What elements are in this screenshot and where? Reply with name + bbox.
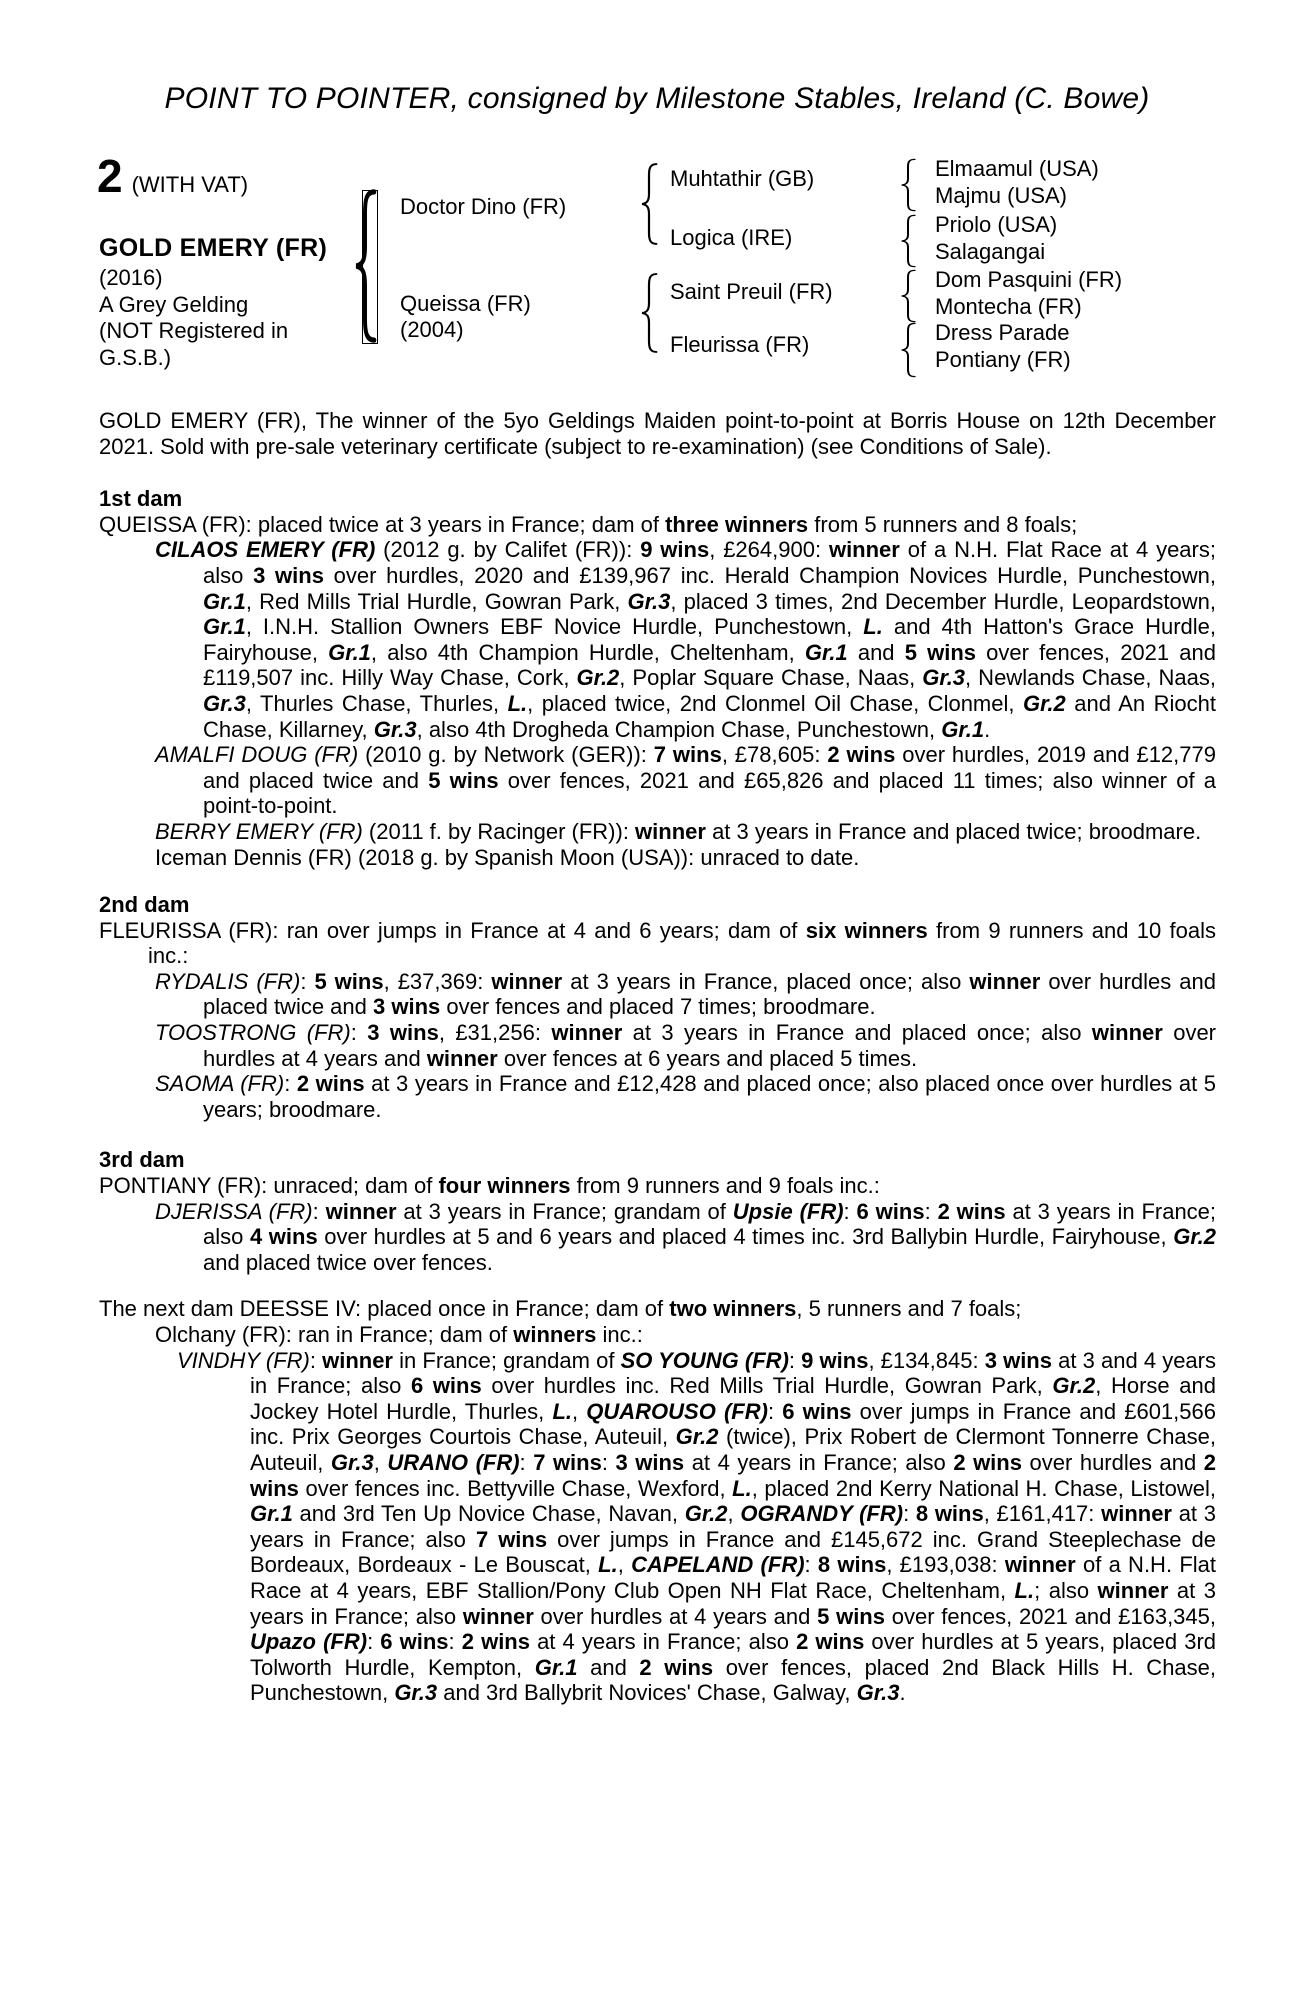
- text-run: winner: [462, 1603, 534, 1629]
- text-run: 5 wins: [817, 1603, 885, 1629]
- text-run: at 3 years in France; also: [250, 1577, 1216, 1629]
- text-run: SO YOUNG (FR): [620, 1347, 789, 1373]
- text-run: Gr.1: [804, 639, 848, 665]
- text-run: winner: [491, 968, 563, 994]
- text-run: over fences at 6 years and placed 5 times.: [497, 1045, 918, 1071]
- text-run: over fences inc. Bettyville Chase, Wexford,: [298, 1475, 733, 1501]
- gg-brace-1: [898, 158, 918, 212]
- text-run: at 3 years in France and £12,428 and placed once; also placed once over hurdles at 5 years; broodmare.: [203, 1071, 1217, 1122]
- text-run: , Thurles Chase, Thurles,: [245, 690, 508, 716]
- paragraph: [99, 1348, 1216, 1706]
- grandsire-1: Muhtathir (GB): [670, 166, 815, 191]
- gg-pair-4: [935, 320, 1071, 373]
- text-run: :: [767, 1398, 783, 1424]
- text-run: from 9 runners and 10 foals inc.:: [148, 917, 1216, 969]
- paragraph: [99, 845, 1216, 871]
- main-brace: [351, 188, 379, 344]
- text-run: Upazo (FR): [250, 1629, 368, 1655]
- text-run: 6 wins: [410, 1373, 482, 1399]
- gg-sire-3: Dom Pasquini (FR): [935, 267, 1123, 292]
- text-run: VINDHY (FR): [177, 1347, 310, 1373]
- text-run: URANO (FR): [387, 1449, 520, 1475]
- text-run: over hurdles at 4 years and: [203, 1020, 1217, 1071]
- text-run: from 9 runners and 9 foals inc.:: [570, 1173, 880, 1199]
- text-run: TOOSTRONG (FR): [155, 1020, 351, 1046]
- text-run: DJERISSA (FR): [155, 1198, 313, 1224]
- gg-sire-2: Priolo (USA): [935, 212, 1058, 237]
- text-run: over hurdles, 2020 and £139,967 inc. Herald Champion Novices Hurdle, Punchestown,: [323, 562, 1216, 588]
- paragraph: [99, 1071, 1216, 1122]
- text-run: :: [300, 968, 315, 994]
- gg-sire-1: Elmaamul (USA): [935, 156, 1099, 181]
- text-run: 3 wins: [367, 1020, 439, 1046]
- text-run: 6 wins: [380, 1629, 449, 1655]
- text-run: over hurdles and placed twice and: [203, 968, 1216, 1020]
- text-run: over jumps in France and £145,672 inc. Grand Steeplechase de Bordeaux, Bordeaux - Le Bouscat,: [250, 1526, 1216, 1578]
- text-run: 8 wins: [915, 1501, 984, 1527]
- text-run: :: [350, 1020, 368, 1046]
- text-run: over hurdles inc. Red Mills Trial Hurdle, Gowran Park,: [481, 1373, 1053, 1399]
- paragraph: [99, 537, 1216, 742]
- text-run: , Poplar Square Chase, Naas,: [619, 665, 923, 691]
- text-run: 9 wins: [640, 537, 710, 563]
- text-run: , also 4th Drogheda Champion Chase, Punchestown,: [416, 716, 942, 742]
- text-run: at 3 years in France; grandam of: [396, 1198, 733, 1224]
- text-run: two winners: [669, 1296, 797, 1322]
- text-run: Gr.2: [1052, 1373, 1096, 1399]
- text-run: :: [903, 1501, 916, 1527]
- text-run: and 3rd Ballybrit Novices' Chase, Galway,: [437, 1680, 857, 1706]
- text-run: 3 wins: [615, 1449, 685, 1475]
- text-run: :: [788, 1347, 802, 1373]
- text-run: , Horse and Jockey Hotel Hurdle, Thurles,: [250, 1373, 1216, 1424]
- text-run: ,: [572, 1398, 587, 1424]
- paragraph: [99, 1296, 1216, 1322]
- text-run: , placed 2nd Kerry National H. Chase, Listowel,: [751, 1475, 1217, 1501]
- text-run: over fences, placed 2nd Black Hills H. Chase, Punchestown,: [250, 1654, 1217, 1706]
- text-run: of a N.H. Flat Race at 4 years; also: [203, 537, 1216, 588]
- text-run: at 3 years in France and placed twice; broodmare.: [705, 818, 1202, 844]
- gg-brace-4: [898, 322, 918, 378]
- text-run: 4 wins: [249, 1224, 318, 1250]
- text-run: inc.:: [596, 1322, 643, 1347]
- text-run: (2010 g. by Network (GER)):: [358, 742, 654, 768]
- text-run: , Red Mills Trial Hurdle, Gowran Park,: [245, 588, 628, 614]
- text-run: over hurdles at 5 years, placed 3rd Tolworth Hurdle, Kempton,: [250, 1629, 1217, 1680]
- text-run: 2 wins: [461, 1629, 530, 1655]
- text-run: three winners: [665, 511, 809, 537]
- text-run: :: [601, 1449, 616, 1475]
- text-run: CILAOS EMERY (FR): [155, 537, 376, 563]
- brace-icon: [638, 162, 660, 246]
- text-run: QUEISSA (FR): placed twice at 3 years in France; dam of: [99, 511, 666, 537]
- text-run: and An Riocht Chase, Killarney,: [203, 690, 1216, 742]
- text-run: and 4th Hatton's Grace Hurdle, Fairyhouse,: [203, 614, 1216, 665]
- section-heading: 2nd dam: [99, 892, 190, 918]
- text-run: GOLD EMERY (FR), The winner of the 5yo Geldings Maiden point-to-point at Borris House on 12th December 2021. Sold with pre-sale veterinary certificate (subject to re-examination) (see Conditions of Sale).: [99, 408, 1216, 459]
- gg-dam-2: Salagangai: [935, 238, 1046, 264]
- text-run: winner: [325, 1198, 397, 1224]
- gg-sire-4: Dress Parade: [935, 320, 1070, 345]
- paragraph: [99, 408, 1216, 459]
- text-run: L.: [598, 1552, 618, 1578]
- horse-details: [99, 265, 369, 371]
- text-run: 7 wins: [475, 1526, 548, 1552]
- text-run: winner: [551, 1020, 623, 1046]
- paragraph: [99, 1322, 1216, 1348]
- text-run: over fences and placed 7 times; broodmare.: [440, 994, 876, 1020]
- text-run: PONTIANY (FR): unraced; dam of: [99, 1173, 439, 1199]
- brace-icon: [898, 322, 918, 378]
- text-run: winners: [513, 1322, 597, 1347]
- text-run: over hurdles, 2019 and £12,779 and placed twice and: [203, 742, 1216, 793]
- text-run: ,: [617, 1552, 632, 1578]
- text-run: :: [284, 1071, 297, 1097]
- sire-name: Doctor Dino (FR): [400, 194, 567, 219]
- lot-line: [97, 150, 249, 202]
- sire-brace: [638, 162, 660, 246]
- text-run: Gr.3: [373, 716, 417, 742]
- text-run: Gr.3: [203, 690, 246, 716]
- horse-name: GOLD EMERY (FR): [99, 234, 328, 262]
- gg-dam-3: Montecha (FR): [935, 293, 1082, 319]
- text-run: Gr.1: [250, 1501, 293, 1527]
- text-run: RYDALIS (FR): [155, 968, 301, 994]
- text-run: over hurdles at 5 and 6 years and placed 4 times inc. 3rd Ballybin Hurdle, Fairyhouse,: [317, 1224, 1174, 1250]
- text-run: 5 wins: [904, 639, 976, 665]
- text-run: four winners: [438, 1173, 571, 1199]
- text-run: , £134,845:: [868, 1347, 985, 1373]
- text-run: , placed 3 times, 2nd December Hurdle, Leopardstown,: [670, 588, 1216, 614]
- text-run: 2 wins: [827, 742, 896, 768]
- text-run: Gr.2: [1173, 1224, 1217, 1250]
- gg-brace-3: [898, 269, 918, 323]
- text-run: , Newlands Chase, Naas,: [965, 665, 1216, 691]
- gg-dam-1: Majmu (USA): [935, 182, 1068, 208]
- text-run: OGRANDY (FR): [740, 1501, 904, 1527]
- text-run: :: [924, 1198, 938, 1224]
- text-run: Gr.2: [1022, 690, 1066, 716]
- text-run: 2 wins: [937, 1198, 1006, 1224]
- text-run: :: [367, 1629, 381, 1655]
- text-run: 2 wins: [953, 1449, 1022, 1475]
- paragraph: [99, 1173, 1216, 1199]
- brace-icon: [898, 214, 918, 268]
- text-run: 8 wins: [817, 1552, 887, 1578]
- text-run: The next dam DEESSE IV: placed once in France; dam of: [99, 1296, 670, 1322]
- text-run: winner: [1101, 1501, 1172, 1527]
- text-run: QUAROUSO (FR): [586, 1398, 768, 1424]
- horse-registration-line2: G.S.B.): [99, 344, 172, 370]
- brace-icon: [351, 188, 379, 344]
- dam-name: Queissa (FR): [400, 291, 531, 316]
- text-run: Gr.1: [203, 614, 246, 640]
- text-run: and: [847, 639, 905, 665]
- text-run: , £31,256:: [438, 1020, 552, 1046]
- text-run: 7 wins: [653, 742, 722, 768]
- text-run: at 3 and 4 years in France; also: [250, 1347, 1216, 1399]
- text-run: at 3 years in France; also: [203, 1198, 1217, 1250]
- brace-icon: [898, 158, 918, 212]
- gg-brace-2: [898, 214, 918, 268]
- paragraph: [99, 918, 1216, 969]
- text-run: over hurdles at 4 years and: [533, 1603, 818, 1629]
- text-run: winner: [969, 968, 1041, 994]
- text-run: winner: [1097, 1577, 1169, 1603]
- text-run: Gr.3: [330, 1449, 374, 1475]
- text-run: Gr.2: [684, 1501, 728, 1527]
- text-run: 6 wins: [782, 1398, 852, 1424]
- text-run: winner: [1004, 1552, 1076, 1578]
- text-run: 3 wins: [373, 994, 441, 1020]
- paragraph: [99, 969, 1216, 1020]
- text-run: 2 wins: [639, 1654, 714, 1680]
- text-run: 5 wins: [428, 767, 499, 793]
- text-run: ; also: [1034, 1577, 1098, 1603]
- text-run: Gr.1: [328, 639, 371, 665]
- catalogue-body: [99, 408, 1216, 1706]
- text-run: winner: [322, 1347, 393, 1373]
- text-run: Gr.1: [534, 1654, 578, 1680]
- horse-colour-sex: A Grey Gelding: [99, 291, 249, 317]
- text-run: L.: [732, 1475, 752, 1501]
- text-run: :: [312, 1198, 326, 1224]
- vat-note: (WITH VAT): [131, 172, 249, 197]
- text-run: AMALFI DOUG (FR): [155, 742, 359, 768]
- section-heading: 1st dam: [99, 486, 183, 512]
- granddam-2: Fleurissa (FR): [670, 332, 810, 357]
- text-run: :: [804, 1552, 818, 1578]
- text-run: , £193,038:: [886, 1552, 1005, 1578]
- text-run: Gr.3: [856, 1680, 900, 1706]
- dam-block: [400, 291, 531, 343]
- text-run: Gr.2: [576, 665, 620, 691]
- paragraph: [99, 819, 1216, 845]
- text-run: of a N.H. Flat Race at 4 years, EBF Stallion/Pony Club Open NH Flat Race, Cheltenham,: [250, 1552, 1216, 1603]
- text-run: :: [309, 1347, 323, 1373]
- section-heading: 3rd dam: [99, 1147, 185, 1173]
- text-run: ,: [373, 1449, 388, 1475]
- text-run: Gr.3: [394, 1680, 438, 1706]
- text-run: 5 wins: [314, 968, 384, 994]
- text-run: CAPELAND (FR): [631, 1552, 805, 1578]
- gg-pair-1: [935, 156, 1099, 209]
- page-title: POINT TO POINTER, consigned by Milestone Stables, Ireland (C. Bowe): [164, 82, 1150, 115]
- text-run: at 3 years in France and placed once; also: [622, 1020, 1092, 1046]
- paragraph: [99, 512, 1216, 538]
- text-run: 7 wins: [533, 1449, 602, 1475]
- text-run: Iceman Dennis (FR) (2018 g. by Spanish Moon (USA)): unraced to date.: [155, 844, 860, 870]
- text-run: 2 wins: [250, 1449, 1216, 1501]
- text-run: and: [577, 1654, 640, 1680]
- text-run: 6 wins: [856, 1198, 925, 1224]
- dam-year: (2004): [400, 317, 464, 342]
- text-run: :: [519, 1449, 534, 1475]
- brace-icon: [898, 269, 918, 323]
- lot-number: 2: [97, 150, 123, 202]
- text-run: from 5 runners and 8 foals;: [808, 511, 1078, 537]
- text-run: BERRY EMERY (FR): [155, 818, 363, 844]
- text-run: over fences, 2021 and £65,826 and placed 11 times; also winner of a point-to-point.: [203, 767, 1217, 819]
- text-run: and placed twice over fences.: [203, 1249, 493, 1275]
- pedigree-chart: [0, 150, 1314, 412]
- gg-pair-3: [935, 267, 1122, 320]
- text-run: in France; grandam of: [393, 1347, 621, 1373]
- text-run: :: [843, 1198, 857, 1224]
- text-run: 2 wins: [796, 1629, 865, 1655]
- text-run: :: [448, 1629, 462, 1655]
- text-run: six winners: [805, 917, 928, 943]
- text-run: winner: [828, 537, 900, 563]
- gg-pair-2: [935, 212, 1057, 265]
- paragraph: [99, 742, 1216, 819]
- text-run: Gr.1: [941, 716, 985, 742]
- text-run: at 3 years in France; also: [250, 1501, 1216, 1552]
- text-run: , £161,417:: [983, 1501, 1102, 1527]
- text-run: SAOMA (FR): [155, 1071, 285, 1097]
- text-run: Gr.1: [203, 588, 246, 614]
- text-run: (2012 g. by Califet (FR)):: [375, 537, 641, 563]
- text-run: and 3rd Ten Up Novice Chase, Navan,: [292, 1501, 685, 1527]
- text-run: FLEURISSA (FR): ran over jumps in France at 4 and 6 years; dam of: [99, 917, 806, 943]
- text-run: winner: [635, 818, 706, 844]
- text-run: Olchany (FR): ran in France; dam of: [155, 1322, 514, 1347]
- text-run: (twice), Prix Robert de Clermont Tonnerre Chase, Auteuil,: [250, 1424, 1217, 1475]
- text-run: over fences, 2021 and £119,507 inc. Hilly Way Chase, Cork,: [203, 639, 1217, 691]
- dam-brace: [638, 272, 660, 354]
- text-run: (2011 f. by Racinger (FR)):: [362, 818, 636, 844]
- gg-dam-4: Pontiany (FR): [935, 346, 1071, 372]
- text-run: , £37,369:: [383, 968, 492, 994]
- text-run: 3 wins: [253, 562, 324, 588]
- text-run: winner: [426, 1045, 498, 1071]
- text-run: over hurdles and: [1021, 1449, 1204, 1475]
- text-run: L.: [507, 690, 528, 716]
- horse-year: (2016): [99, 265, 163, 290]
- paragraph: [99, 1199, 1216, 1276]
- text-run: L.: [863, 614, 883, 640]
- text-run: , also 4th Champion Hurdle, Cheltenham,: [370, 639, 805, 665]
- text-run: Gr.3: [922, 665, 966, 691]
- text-run: over jumps in France and £601,566 inc. Prix Georges Courtois Chase, Auteuil,: [250, 1398, 1216, 1450]
- granddam-1: Logica (IRE): [670, 225, 793, 250]
- brace-icon: [638, 272, 660, 354]
- text-run: ,: [727, 1501, 741, 1527]
- text-run: Gr.2: [675, 1424, 719, 1450]
- text-run: , placed twice, 2nd Clonmel Oil Chase, Clonmel,: [527, 690, 1023, 716]
- text-run: Upsie (FR): [732, 1198, 844, 1224]
- text-run: , 5 runners and 7 foals;: [796, 1296, 1022, 1322]
- text-run: at 4 years in France; also: [529, 1629, 797, 1655]
- text-run: 3 wins: [984, 1347, 1052, 1373]
- text-run: , I.N.H. Stallion Owners EBF Novice Hurdle, Punchestown,: [245, 614, 864, 640]
- text-run: at 4 years in France; also: [684, 1449, 954, 1475]
- text-run: L.: [552, 1398, 572, 1424]
- text-run: winner: [1091, 1020, 1163, 1046]
- paragraph: [99, 1020, 1216, 1071]
- text-run: .: [899, 1680, 906, 1706]
- text-run: 9 wins: [801, 1347, 869, 1373]
- text-run: at 3 years in France, placed once; also: [562, 968, 970, 994]
- text-run: 2 wins: [296, 1071, 365, 1097]
- text-run: over fences, 2021 and £163,345,: [884, 1603, 1216, 1629]
- grandsire-2: Saint Preuil (FR): [670, 279, 833, 304]
- text-run: .: [984, 716, 991, 742]
- text-run: , £78,605:: [721, 742, 828, 768]
- text-run: , £264,900:: [709, 537, 829, 563]
- text-run: L.: [1014, 1577, 1035, 1603]
- text-run: Gr.3: [627, 588, 671, 614]
- horse-registration-line1: (NOT Registered in: [99, 318, 289, 343]
